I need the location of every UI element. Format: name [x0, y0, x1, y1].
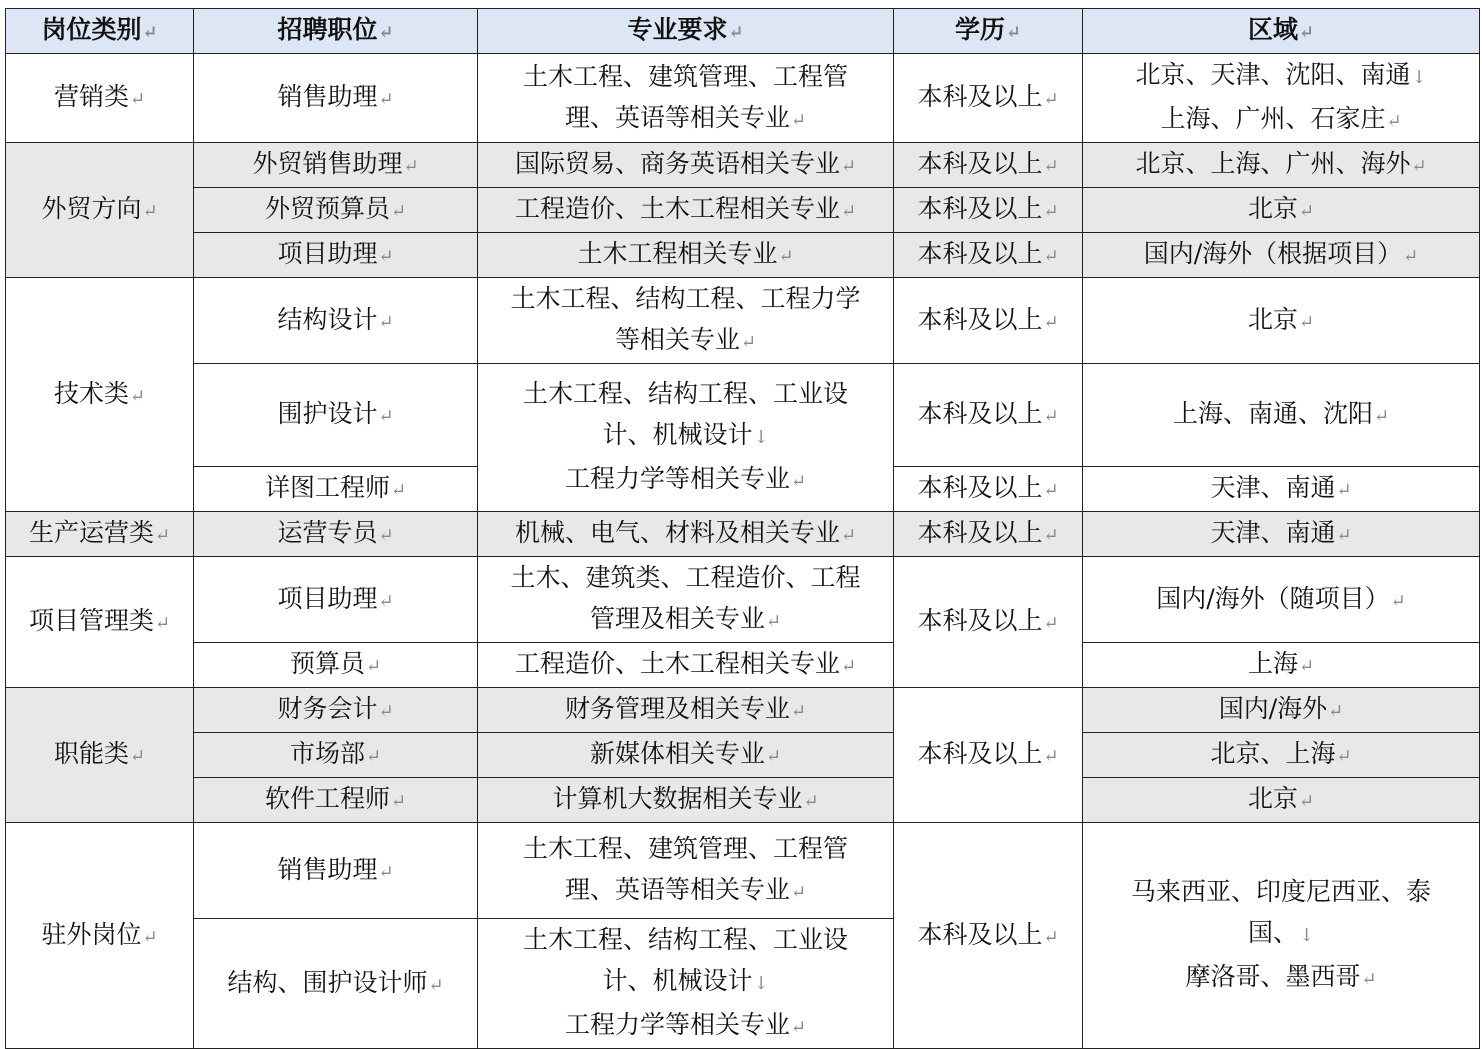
position-cell: 外贸销售助理↵	[194, 143, 478, 188]
position-cell: 软件工程师↵	[194, 778, 478, 823]
position-cell: 结构、围护设计师↵	[194, 919, 478, 1049]
major-cell: 土木工程相关专业↵	[478, 233, 894, 278]
table-row	[6, 778, 1480, 823]
position-cell: 销售助理↵	[194, 54, 478, 143]
major-cell: 财务管理及相关专业↵	[478, 688, 894, 733]
major-cell: 土木工程、结构工程、工业设 计、机械设计↓ 工程力学等相关专业↵	[478, 919, 894, 1049]
header-row	[6, 9, 1480, 54]
education-cell: 本科及以上↵	[894, 143, 1083, 188]
major-cell: 新媒体相关专业↵	[478, 733, 894, 778]
region-cell: 北京↵	[1083, 778, 1480, 823]
region-cell: 天津、南通↵	[1083, 512, 1480, 557]
position-cell: 围护设计↵	[194, 364, 478, 467]
position-cell: 预算员↵	[194, 643, 478, 688]
position-cell: 财务会计↵	[194, 688, 478, 733]
position-cell: 详图工程师↵	[194, 467, 478, 512]
table-row	[6, 233, 1480, 278]
region-cell: 上海、南通、沈阳↵	[1083, 364, 1480, 467]
position-cell: 项目助理↵	[194, 557, 478, 643]
table-row	[6, 143, 1480, 188]
region-cell: 北京、上海↵	[1083, 733, 1480, 778]
recruitment-table	[5, 8, 1480, 1049]
header-major: 专业要求↵	[478, 9, 894, 54]
major-cell: 土木工程、结构工程、工程力学 等相关专业↵	[478, 278, 894, 364]
education-cell: 本科及以上↵	[894, 823, 1083, 1049]
position-cell: 运营专员↵	[194, 512, 478, 557]
table-row	[6, 557, 1480, 643]
education-cell: 本科及以上↵	[894, 233, 1083, 278]
category-cell: 营销类↵	[6, 54, 194, 143]
category-cell: 职能类↵	[6, 688, 194, 823]
major-cell: 土木工程、结构工程、工业设 计、机械设计↓ 工程力学等相关专业↵	[478, 364, 894, 512]
region-cell: 北京、天津、沈阳、南通↓ 上海、广州、石家庄↵	[1083, 54, 1480, 143]
major-cell: 土木工程、建筑管理、工程管 理、英语等相关专业↵	[478, 54, 894, 143]
category-cell: 驻外岗位↵	[6, 823, 194, 1049]
major-cell: 国际贸易、商务英语相关专业↵	[478, 143, 894, 188]
header-position: 招聘职位↵	[194, 9, 478, 54]
region-cell: 马来西亚、印度尼西亚、泰 国、↓ 摩洛哥、墨西哥↵	[1083, 823, 1480, 1049]
education-cell: 本科及以上↵	[894, 557, 1083, 688]
region-cell: 国内/海外（随项目）↵	[1083, 557, 1480, 643]
header-education: 学历↵	[894, 9, 1083, 54]
table-row	[6, 733, 1480, 778]
major-cell: 土木工程、建筑管理、工程管 理、英语等相关专业↵	[478, 823, 894, 919]
table-row	[6, 278, 1480, 364]
region-cell: 天津、南通↵	[1083, 467, 1480, 512]
category-cell: 技术类↵	[6, 278, 194, 512]
education-cell: 本科及以上↵	[894, 54, 1083, 143]
position-cell: 外贸预算员↵	[194, 188, 478, 233]
region-cell: 北京、上海、广州、海外↵	[1083, 143, 1480, 188]
header-category: 岗位类别↵	[6, 9, 194, 54]
education-cell: 本科及以上↵	[894, 688, 1083, 823]
major-cell: 机械、电气、材料及相关专业↵	[478, 512, 894, 557]
region-cell: 国内/海外（根据项目）↵	[1083, 233, 1480, 278]
education-cell: 本科及以上↵	[894, 467, 1083, 512]
category-cell: 外贸方向↵	[6, 143, 194, 278]
table-row	[6, 823, 1480, 919]
header-region: 区域↵	[1083, 9, 1480, 54]
category-cell: 项目管理类↵	[6, 557, 194, 688]
region-cell: 上海↵	[1083, 643, 1480, 688]
table-row	[6, 512, 1480, 557]
table-row	[6, 54, 1480, 143]
region-cell: 北京↵	[1083, 188, 1480, 233]
table-row	[6, 364, 1480, 467]
table-row	[6, 643, 1480, 688]
table-row	[6, 688, 1480, 733]
position-cell: 市场部↵	[194, 733, 478, 778]
position-cell: 项目助理↵	[194, 233, 478, 278]
major-cell: 土木、建筑类、工程造价、工程 管理及相关专业↵	[478, 557, 894, 643]
major-cell: 工程造价、土木工程相关专业↵	[478, 643, 894, 688]
education-cell: 本科及以上↵	[894, 188, 1083, 233]
major-cell: 计算机大数据相关专业↵	[478, 778, 894, 823]
education-cell: 本科及以上↵	[894, 278, 1083, 364]
table-row	[6, 188, 1480, 233]
region-cell: 国内/海外↵	[1083, 688, 1480, 733]
category-cell: 生产运营类↵	[6, 512, 194, 557]
position-cell: 结构设计↵	[194, 278, 478, 364]
education-cell: 本科及以上↵	[894, 512, 1083, 557]
education-cell: 本科及以上↵	[894, 364, 1083, 467]
region-cell: 北京↵	[1083, 278, 1480, 364]
major-cell: 工程造价、土木工程相关专业↵	[478, 188, 894, 233]
position-cell: 销售助理↵	[194, 823, 478, 919]
